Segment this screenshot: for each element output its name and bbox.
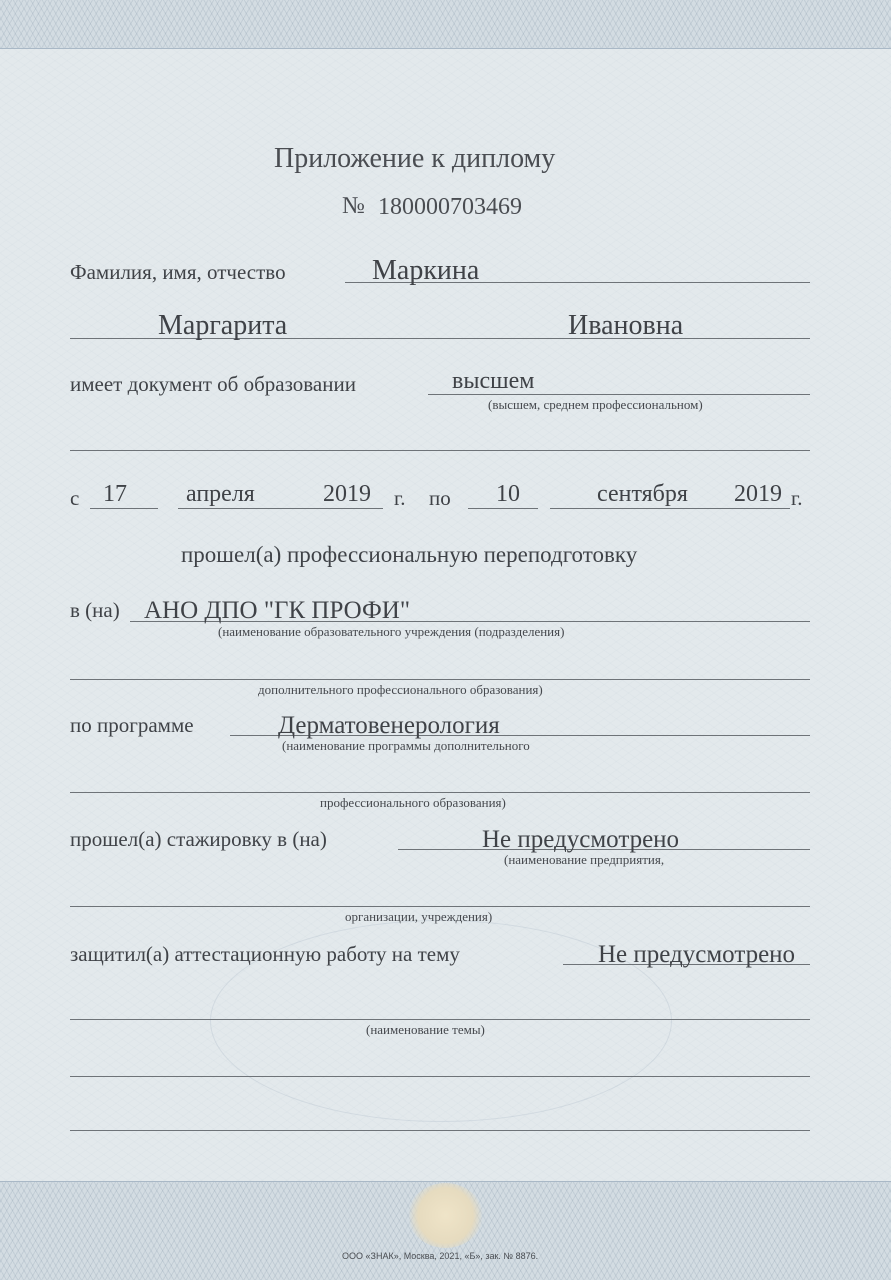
- last-name-value: Маркина: [372, 255, 480, 286]
- emblem-seal-icon: [408, 1183, 483, 1248]
- internship-value: Не предусмотрено: [482, 826, 680, 853]
- from-month-line: [178, 508, 383, 509]
- program-value: Дерматовенерология: [278, 712, 500, 739]
- to-day-line: [468, 508, 538, 509]
- from-day-value: 17: [103, 481, 127, 507]
- thesis-line-3: [70, 1076, 810, 1077]
- internship-caption-1: (наименование предприятия,: [504, 852, 665, 867]
- education-caption: (высшем, среднем профессиональном): [488, 397, 703, 412]
- thesis-label: защитил(а) аттестационную работу на тему: [70, 942, 460, 966]
- top-guilloche-band: [0, 0, 891, 49]
- education-line-2: [70, 450, 810, 451]
- education-line: [428, 394, 810, 395]
- first-name-value: Маргарита: [158, 310, 288, 341]
- institution-caption-2: дополнительного профессионального образования): [258, 682, 543, 697]
- education-value: высшем: [452, 368, 535, 394]
- education-label: имеет документ об образовании: [70, 372, 356, 396]
- to-month-value: сентября: [597, 481, 688, 507]
- thesis-line-2: [70, 1019, 810, 1020]
- to-day-value: 10: [496, 481, 520, 507]
- print-info: ООО «ЗНАК», Москва, 2021, «Б», зак. № 8876.: [342, 1251, 539, 1261]
- institution-value: АНО ДПО "ГК ПРОФИ": [144, 597, 411, 624]
- thesis-caption: (наименование темы): [366, 1022, 485, 1037]
- thesis-line-4: [70, 1130, 810, 1131]
- year-suffix-2: г.: [791, 486, 803, 510]
- internship-line-2: [70, 906, 810, 907]
- institution-caption-1: (наименование образовательного учреждения (подразделения): [218, 624, 565, 639]
- document-title: Приложение к диплому: [274, 143, 556, 174]
- thesis-value: Не предусмотрено: [598, 941, 796, 968]
- period-from-prefix: с: [70, 486, 80, 510]
- institution-label: в (на): [70, 598, 120, 622]
- program-label: по программе: [70, 713, 194, 737]
- program-caption-1: (наименование программы дополнительного: [282, 738, 530, 753]
- program-caption-2: профессионального образования): [320, 795, 506, 810]
- from-day-line: [90, 508, 158, 509]
- year-suffix-1: г.: [394, 486, 406, 510]
- program-line-2: [70, 792, 810, 793]
- retraining-text: прошел(а) профессиональную переподготовку: [181, 542, 638, 567]
- from-month-value: апреля: [186, 481, 255, 507]
- patronymic-value: Ивановна: [568, 310, 684, 341]
- to-year-value: 2019: [734, 481, 782, 507]
- institution-line-2: [70, 679, 810, 680]
- diploma-number: 180000703469: [378, 194, 522, 220]
- internship-label: прошел(а) стажировку в (на): [70, 827, 327, 851]
- internship-caption-2: организации, учреждения): [345, 909, 493, 924]
- from-year-value: 2019: [323, 481, 371, 507]
- fio-label: Фамилия, имя, отчество: [70, 260, 286, 284]
- number-sign: №: [342, 193, 365, 219]
- to-month-line: [550, 508, 790, 509]
- period-to-prefix: по: [429, 486, 451, 510]
